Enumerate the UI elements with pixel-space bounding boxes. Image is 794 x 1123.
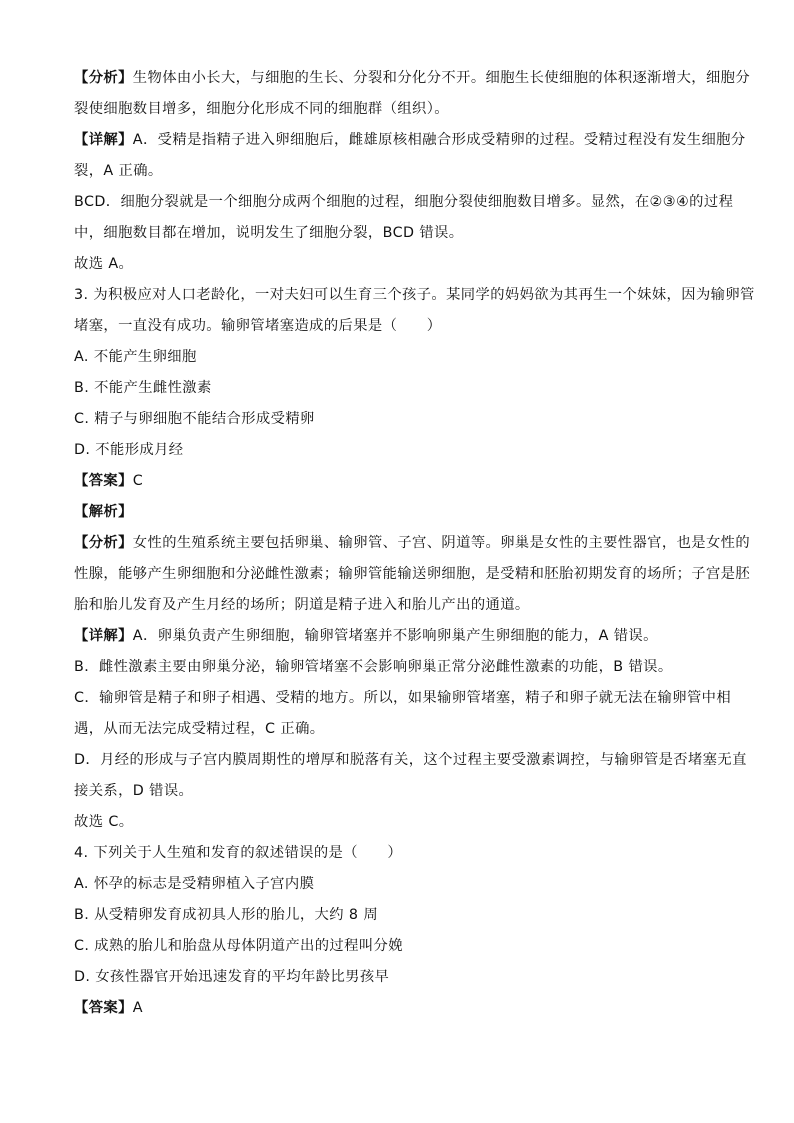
q3-option-d: D. 不能形成月经 — [74, 442, 184, 458]
q3-detail-c-1: C．输卵管是精子和卵子相遇、受精的地方。所以，如果输卵管堵塞，精子和卵子就无法在输卵管中相 — [74, 690, 732, 706]
s1-conclusion: 故选 A。 — [74, 256, 134, 272]
q4-answer-line — [74, 993, 724, 1024]
q4-option-a: A. 怀孕的标志是受精卵植入子宫内膜 — [74, 876, 315, 892]
q3-analysis-text-1: 女性的生殖系统主要包括卵巢、输卵管、子宫、阴道等。卵巢是女性的主要性器官，也是女性的 — [132, 535, 751, 551]
q3-option-c: C. 精子与卵细胞不能结合形成受精卵 — [74, 411, 315, 427]
answer-tag: 【答案】 — [74, 473, 133, 489]
jiexi-tag: 【解析】 — [74, 504, 133, 520]
q3-answer-line — [74, 466, 724, 497]
detail-tag: 【详解】 — [74, 628, 133, 644]
q3-option-a: A. 不能产生卵细胞 — [74, 349, 197, 365]
analysis-tag: 【分析】 — [74, 535, 133, 551]
q4-answer-value: A — [132, 1000, 143, 1016]
s1-analysis-line-1 — [74, 63, 751, 94]
q3-detail-d-1: D．月经的形成与子宫内膜周期性的增厚和脱落有关，这个过程主要受激素调控，与输卵管是否堵塞无直 — [74, 752, 747, 768]
s1-bcd-line-2: 中，细胞数目都在增加，说明发生了细胞分裂，BCD 错误。 — [74, 225, 464, 241]
q4-stem: 4. 下列关于人生殖和发育的叙述错误的是（ ） — [74, 845, 403, 861]
q3-jiexi-line — [74, 497, 724, 528]
s1-detail-text-1: A．受精是指精子进入卵细胞后，雌雄原核相融合形成受精卵的过程。受精过程没有发生细胞分 — [132, 132, 746, 148]
q3-detail-a — [74, 621, 724, 652]
answer-tag: 【答案】 — [74, 1000, 133, 1016]
q3-detail-b: B．雌性激素主要由卵巢分泌，输卵管堵塞不会影响卵巢正常分泌雌性激素的功能，B 错误。 — [74, 659, 673, 675]
s1-bcd-line-1: BCD．细胞分裂就是一个细胞分成两个细胞的过程，细胞分裂使细胞数目增多。显然，在②③④的过程 — [74, 194, 734, 210]
q3-stem-line-2: 堵塞，一直没有成功。输卵管堵塞造成的后果是（ ） — [74, 318, 442, 334]
q3-analysis-line-1 — [74, 528, 751, 559]
analysis-tag: 【分析】 — [74, 70, 133, 86]
q3-answer-value: C — [132, 473, 144, 489]
q3-conclusion: 故选 C。 — [74, 814, 134, 830]
s1-detail-line-2: 裂，A 正确。 — [74, 163, 163, 179]
s1-analysis-text-1: 生物体由小长大，与细胞的生长、分裂和分化分不开。细胞生长使细胞的体积逐渐增大，细胞分 — [132, 70, 751, 86]
q4-option-c: C. 成熟的胎儿和胎盘从母体阴道产出的过程叫分娩 — [74, 938, 403, 954]
q3-analysis-line-2: 性腺，能够产生卵细胞和分泌雌性激素；输卵管能输送卵细胞，是受精和胚胎初期发育的场所；子宫是胚 — [74, 566, 751, 582]
q4-option-d: D. 女孩性器官开始迅速发育的平均年龄比男孩早 — [74, 969, 390, 985]
s1-detail-line-1 — [74, 125, 746, 156]
q3-stem-line-1: 3. 为积极应对人口老龄化，一对夫妇可以生育三个孩子。某同学的妈妈欲为其再生一个妹妹，因为输卵管 — [74, 287, 755, 303]
q3-option-b: B. 不能产生雌性激素 — [74, 380, 212, 396]
document-page — [74, 63, 755, 1024]
q4-option-b: B. 从受精卵发育成初具人形的胎儿，大约 8 周 — [74, 907, 379, 923]
q3-detail-c-2: 遇，从而无法完成受精过程，C 正确。 — [74, 721, 325, 737]
s1-analysis-line-2: 裂使细胞数目增多，细胞分化形成不同的细胞群（组织）。 — [74, 101, 449, 117]
q3-detail-a-text: A．卵巢负责产生卵细胞，输卵管堵塞并不影响卵巢产生卵细胞的能力，A 错误。 — [132, 628, 658, 644]
detail-tag: 【详解】 — [74, 132, 133, 148]
q3-detail-d-2: 接关系，D 错误。 — [74, 783, 194, 799]
q3-analysis-line-3: 胎和胎儿发育及产生月经的场所；阴道是精子进入和胎儿产出的通道。 — [74, 597, 530, 613]
